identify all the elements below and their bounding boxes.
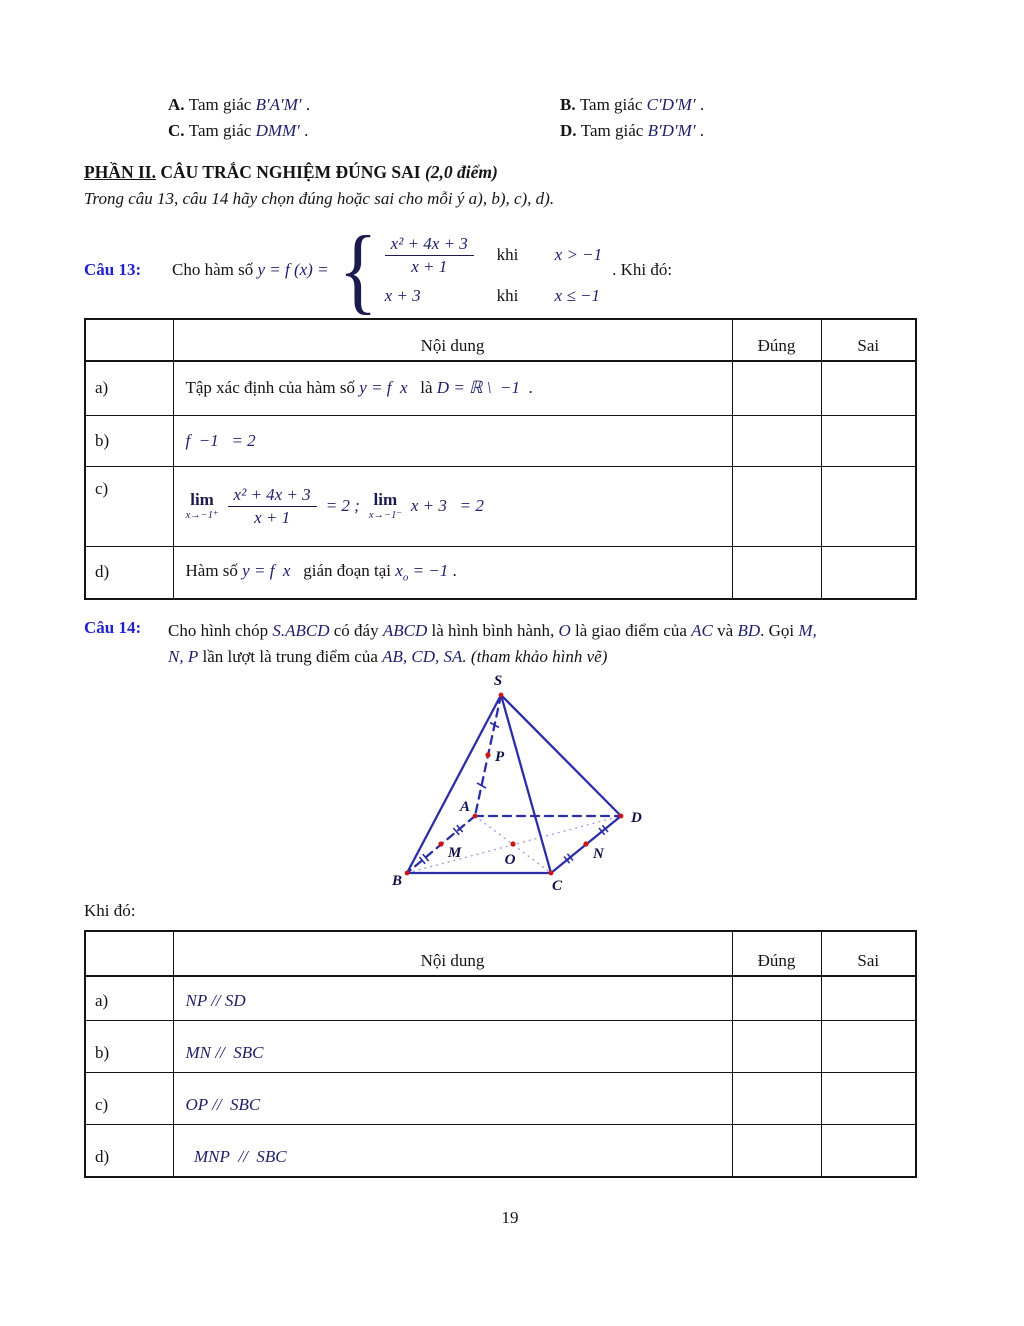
limit-tail: x + 3 = 2 bbox=[410, 496, 484, 515]
row-label: c) bbox=[85, 466, 173, 546]
header-noidung: Nội dung bbox=[173, 931, 732, 976]
row-content: Tập xác định của hàm số y = f x là D = ℝ \ −1 . bbox=[173, 361, 732, 415]
fraction bbox=[228, 485, 317, 527]
label-P: P bbox=[495, 749, 505, 765]
table-header-row bbox=[85, 931, 916, 976]
question-14-line1: Cho hình chóp S.ABCD có đáy ABCD là hình bình hành, O là giao điểm của AC và BD. Gọi M, bbox=[168, 621, 817, 640]
point-O bbox=[510, 841, 515, 846]
label-A: A bbox=[459, 799, 470, 815]
table-row-a bbox=[85, 361, 916, 415]
option-d: D. Tam giác B′D′M′ . bbox=[560, 121, 705, 140]
case-2-expression: x + 3 bbox=[384, 286, 421, 306]
limit-2 bbox=[369, 491, 402, 522]
table-row-a bbox=[85, 976, 916, 1020]
limit-expression bbox=[186, 485, 732, 527]
pyramid-figure bbox=[380, 660, 700, 900]
q13-true-false-table bbox=[84, 318, 917, 600]
piecewise-case-2 bbox=[385, 286, 603, 306]
row-content: NP // SD bbox=[173, 976, 732, 1020]
question-14-line2: N, P lần lượt là trung điểm của AB, CD, SA. (tham khảo hình vẽ) bbox=[168, 647, 608, 666]
row-label: b) bbox=[85, 415, 173, 466]
q14-true-false-table bbox=[84, 930, 917, 1178]
sai-cell bbox=[821, 1020, 916, 1072]
label-S: S bbox=[493, 673, 503, 689]
point-P bbox=[485, 752, 490, 757]
row-content: Hàm số y = f x gián đoạn tại $x_o = -1$ . bbox=[173, 546, 732, 599]
lim-subscript: x→−1⁻ bbox=[368, 509, 402, 521]
dung-cell bbox=[732, 466, 821, 546]
table-header-row bbox=[85, 319, 916, 361]
fraction-denominator: x + 1 bbox=[254, 507, 291, 527]
dung-cell bbox=[732, 546, 821, 599]
point-S bbox=[499, 693, 504, 698]
dung-cell bbox=[732, 976, 821, 1020]
condition-1: x > −1 bbox=[554, 245, 603, 264]
row-label: b) bbox=[85, 1020, 173, 1072]
header-empty-cell bbox=[85, 319, 173, 361]
header-noidung: Nội dung bbox=[173, 319, 732, 361]
section-instruction: Trong câu 13, câu 14 hãy chọn đúng hoặc sai cho mỗi ý a), b), c), d). bbox=[84, 189, 555, 208]
question-13 bbox=[84, 216, 673, 323]
row-label: d) bbox=[85, 546, 173, 599]
dung-cell bbox=[732, 1072, 821, 1124]
header-dung: Đúng bbox=[732, 319, 821, 361]
row-label: a) bbox=[85, 361, 173, 415]
condition-2: x ≤ −1 bbox=[554, 286, 601, 306]
option-c: C. Tam giác DMM′ . bbox=[168, 121, 309, 140]
dung-cell bbox=[732, 415, 821, 466]
table-row-d bbox=[85, 1124, 916, 1177]
dung-cell bbox=[732, 361, 821, 415]
point-C bbox=[549, 871, 554, 876]
piecewise-cases bbox=[385, 234, 603, 306]
sai-cell bbox=[821, 1072, 916, 1124]
sai-cell bbox=[821, 361, 916, 415]
sai-cell bbox=[821, 415, 916, 466]
point-N bbox=[583, 841, 588, 846]
label-C: C bbox=[551, 878, 563, 894]
row-content: OP // SBC bbox=[173, 1072, 732, 1124]
label-D: D bbox=[631, 810, 642, 826]
question-13-label: Câu 13: bbox=[84, 260, 142, 279]
khi-keyword: khi bbox=[496, 286, 519, 306]
lim-word: lim bbox=[190, 489, 214, 509]
sai-cell bbox=[821, 466, 916, 546]
fraction bbox=[385, 234, 474, 276]
question-13-intro: Cho hàm số y = f (x) = bbox=[172, 260, 329, 279]
row-content: MNP // SBC bbox=[173, 1124, 732, 1177]
header-sai: Sai bbox=[821, 319, 916, 361]
label-M: M bbox=[448, 845, 462, 861]
label-N: N bbox=[593, 846, 604, 862]
question-13-outro: . Khi đó: bbox=[612, 260, 673, 279]
table-row-c bbox=[85, 466, 916, 546]
khi-do-text: Khi đó: bbox=[84, 901, 136, 920]
table-row-c bbox=[85, 1072, 916, 1124]
label-O: O bbox=[504, 852, 516, 868]
row-label: a) bbox=[85, 976, 173, 1020]
header-sai: Sai bbox=[821, 931, 916, 976]
lim-word: lim bbox=[373, 489, 398, 509]
label-B: B bbox=[392, 873, 403, 889]
piecewise-brace: { bbox=[338, 216, 378, 323]
row-label: d) bbox=[85, 1124, 173, 1177]
sai-cell bbox=[821, 546, 916, 599]
equals-middle: = 2 ; bbox=[325, 496, 360, 515]
header-empty-cell bbox=[85, 931, 173, 976]
fraction-numerator: x² + 4x + 3 bbox=[228, 485, 317, 507]
option-b: B. Tam giác C′D′M′ . bbox=[560, 95, 705, 114]
dung-cell bbox=[732, 1124, 821, 1177]
dung-cell bbox=[732, 1020, 821, 1072]
lim-subscript: x→−1⁺ bbox=[185, 509, 219, 521]
table-row-d bbox=[85, 546, 916, 599]
fraction-denominator: x + 1 bbox=[411, 256, 448, 276]
sai-cell bbox=[821, 1124, 916, 1177]
piecewise-case-1 bbox=[385, 234, 603, 276]
point-M bbox=[438, 841, 443, 846]
option-a: A. Tam giác B′A′M′ . bbox=[168, 95, 311, 114]
header-dung: Đúng bbox=[732, 931, 821, 976]
khi-keyword: khi bbox=[496, 245, 519, 264]
sai-cell bbox=[821, 976, 916, 1020]
point-B bbox=[405, 871, 410, 876]
fraction-numerator: x² + 4x + 3 bbox=[385, 234, 474, 256]
limit-1 bbox=[186, 491, 219, 522]
row-label: c) bbox=[85, 1072, 173, 1124]
row-content: f −1 = 2 bbox=[173, 415, 732, 466]
point-D bbox=[619, 814, 624, 819]
point-A bbox=[473, 814, 478, 819]
section-heading: PHẦN II. CÂU TRẮC NGHIỆM ĐÚNG SAI (2,0 điểm) bbox=[84, 162, 498, 182]
table-row-b bbox=[85, 1020, 916, 1072]
row-content: MN // SBC bbox=[173, 1020, 732, 1072]
row-content bbox=[173, 466, 732, 546]
table-row-b bbox=[85, 415, 916, 466]
page-number: 19 bbox=[501, 1208, 519, 1227]
question-14-label: Câu 14: bbox=[84, 618, 142, 637]
